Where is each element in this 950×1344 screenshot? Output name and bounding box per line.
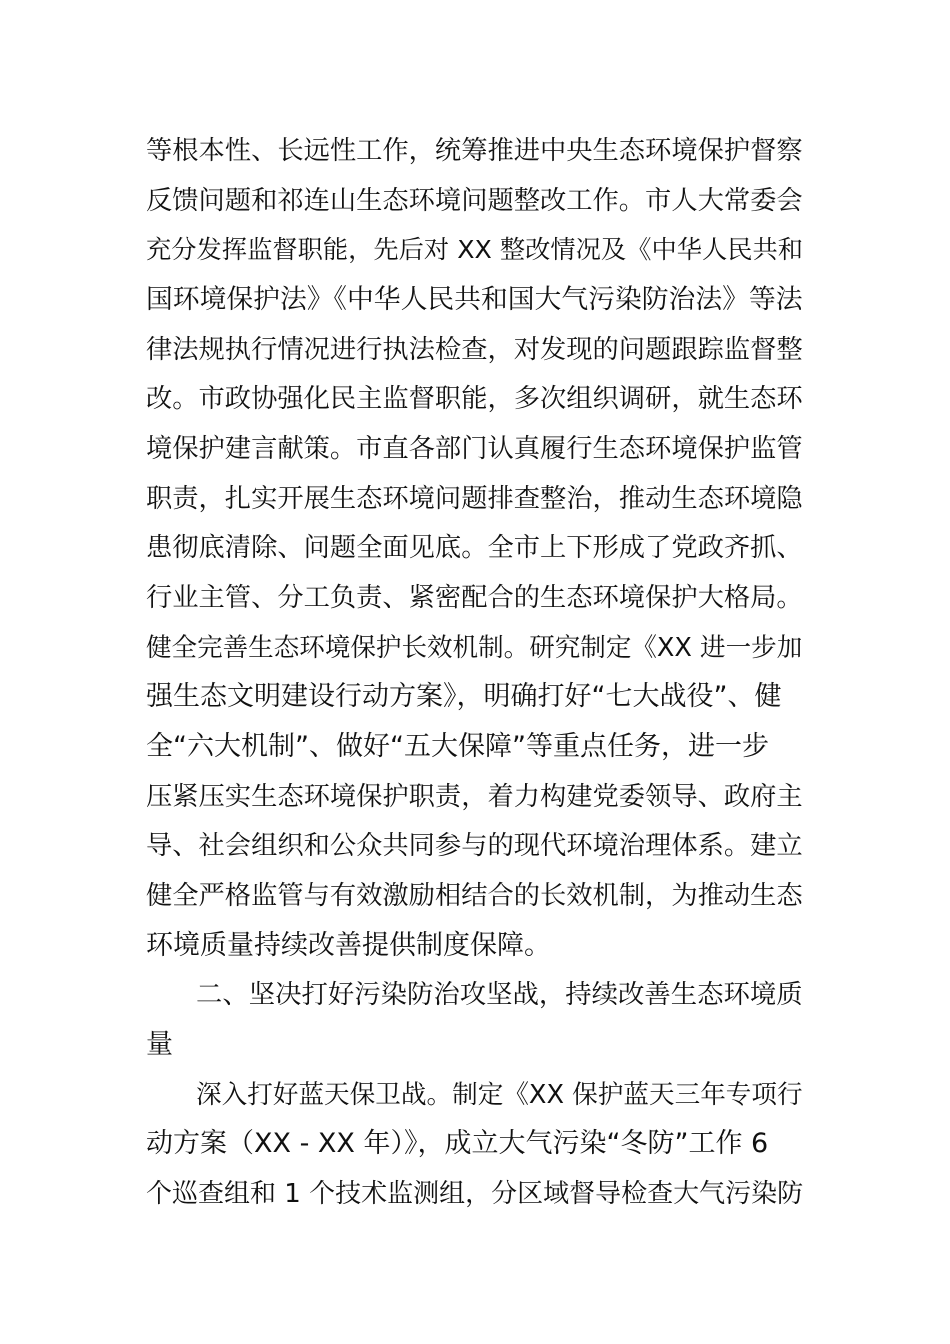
text-line: 健全严格监管与有效激励相结合的长效机制，为推动生态: [146, 881, 803, 911]
text-line: 导、社会组织和公众共同参与的现代环境治理体系。建立: [146, 831, 803, 861]
text-line: 压紧压实生态环境保护职责，着力构建党委领导、政府主: [146, 782, 803, 812]
text-line: 境保护建言献策。市直各部门认真履行生态环境保护监管: [146, 434, 803, 464]
text-line: 个巡查组和 1 个技术监测组，分区域督导检查大气污染防: [146, 1179, 804, 1209]
text-line: 强生态文明建设行动方案》，明确打好“七大战役”、健: [146, 681, 782, 712]
text-line: 律法规执行情况进行执法检查，对发现的问题跟踪监督整: [146, 335, 803, 365]
text-line: 国环境保护法》《中华人民共和国大气污染防治法》等法: [146, 284, 803, 315]
text-line: 等根本性、长远性工作，统筹推进中央生态环境保护督察: [146, 136, 803, 166]
text-line: 环境质量持续改善提供制度保障。: [146, 930, 551, 961]
text-line: 行业主管、分工负责、紧密配合的生态环境保护大格局。: [146, 583, 803, 613]
text-line: 充分发挥监督职能，先后对 XX 整改情况及《中华人民共和: [146, 235, 804, 264]
text-line: 全“六大机制”、做好“五大保障”等重点任务，进一步: [146, 731, 769, 762]
text-line: 改。市政协强化民主监督职能，多次组织调研，就生态环: [146, 384, 803, 414]
text-line: 健全完善生态环境保护长效机制。研究制定《XX 进一步加: [146, 633, 803, 663]
section-heading-continued: 量: [146, 1029, 173, 1060]
section-heading: 二、坚决打好污染防治攻坚战，持续改善生态环境质: [196, 980, 803, 1010]
text-line: 动方案（XX - XX 年）》，成立大气污染“冬防”工作 6: [146, 1128, 769, 1159]
paragraph-start: 深入打好蓝天保卫战。制定《XX 保护蓝天三年专项行: [196, 1080, 803, 1110]
text-line: 反馈问题和祁连山生态环境问题整改工作。市人大常委会: [146, 186, 803, 216]
text-line: 患彻底清除、问题全面见底。全市上下形成了党政齐抓、: [146, 533, 803, 563]
text-line: 职责，扎实开展生态环境问题排查整治，推动生态环境隐: [146, 484, 803, 514]
